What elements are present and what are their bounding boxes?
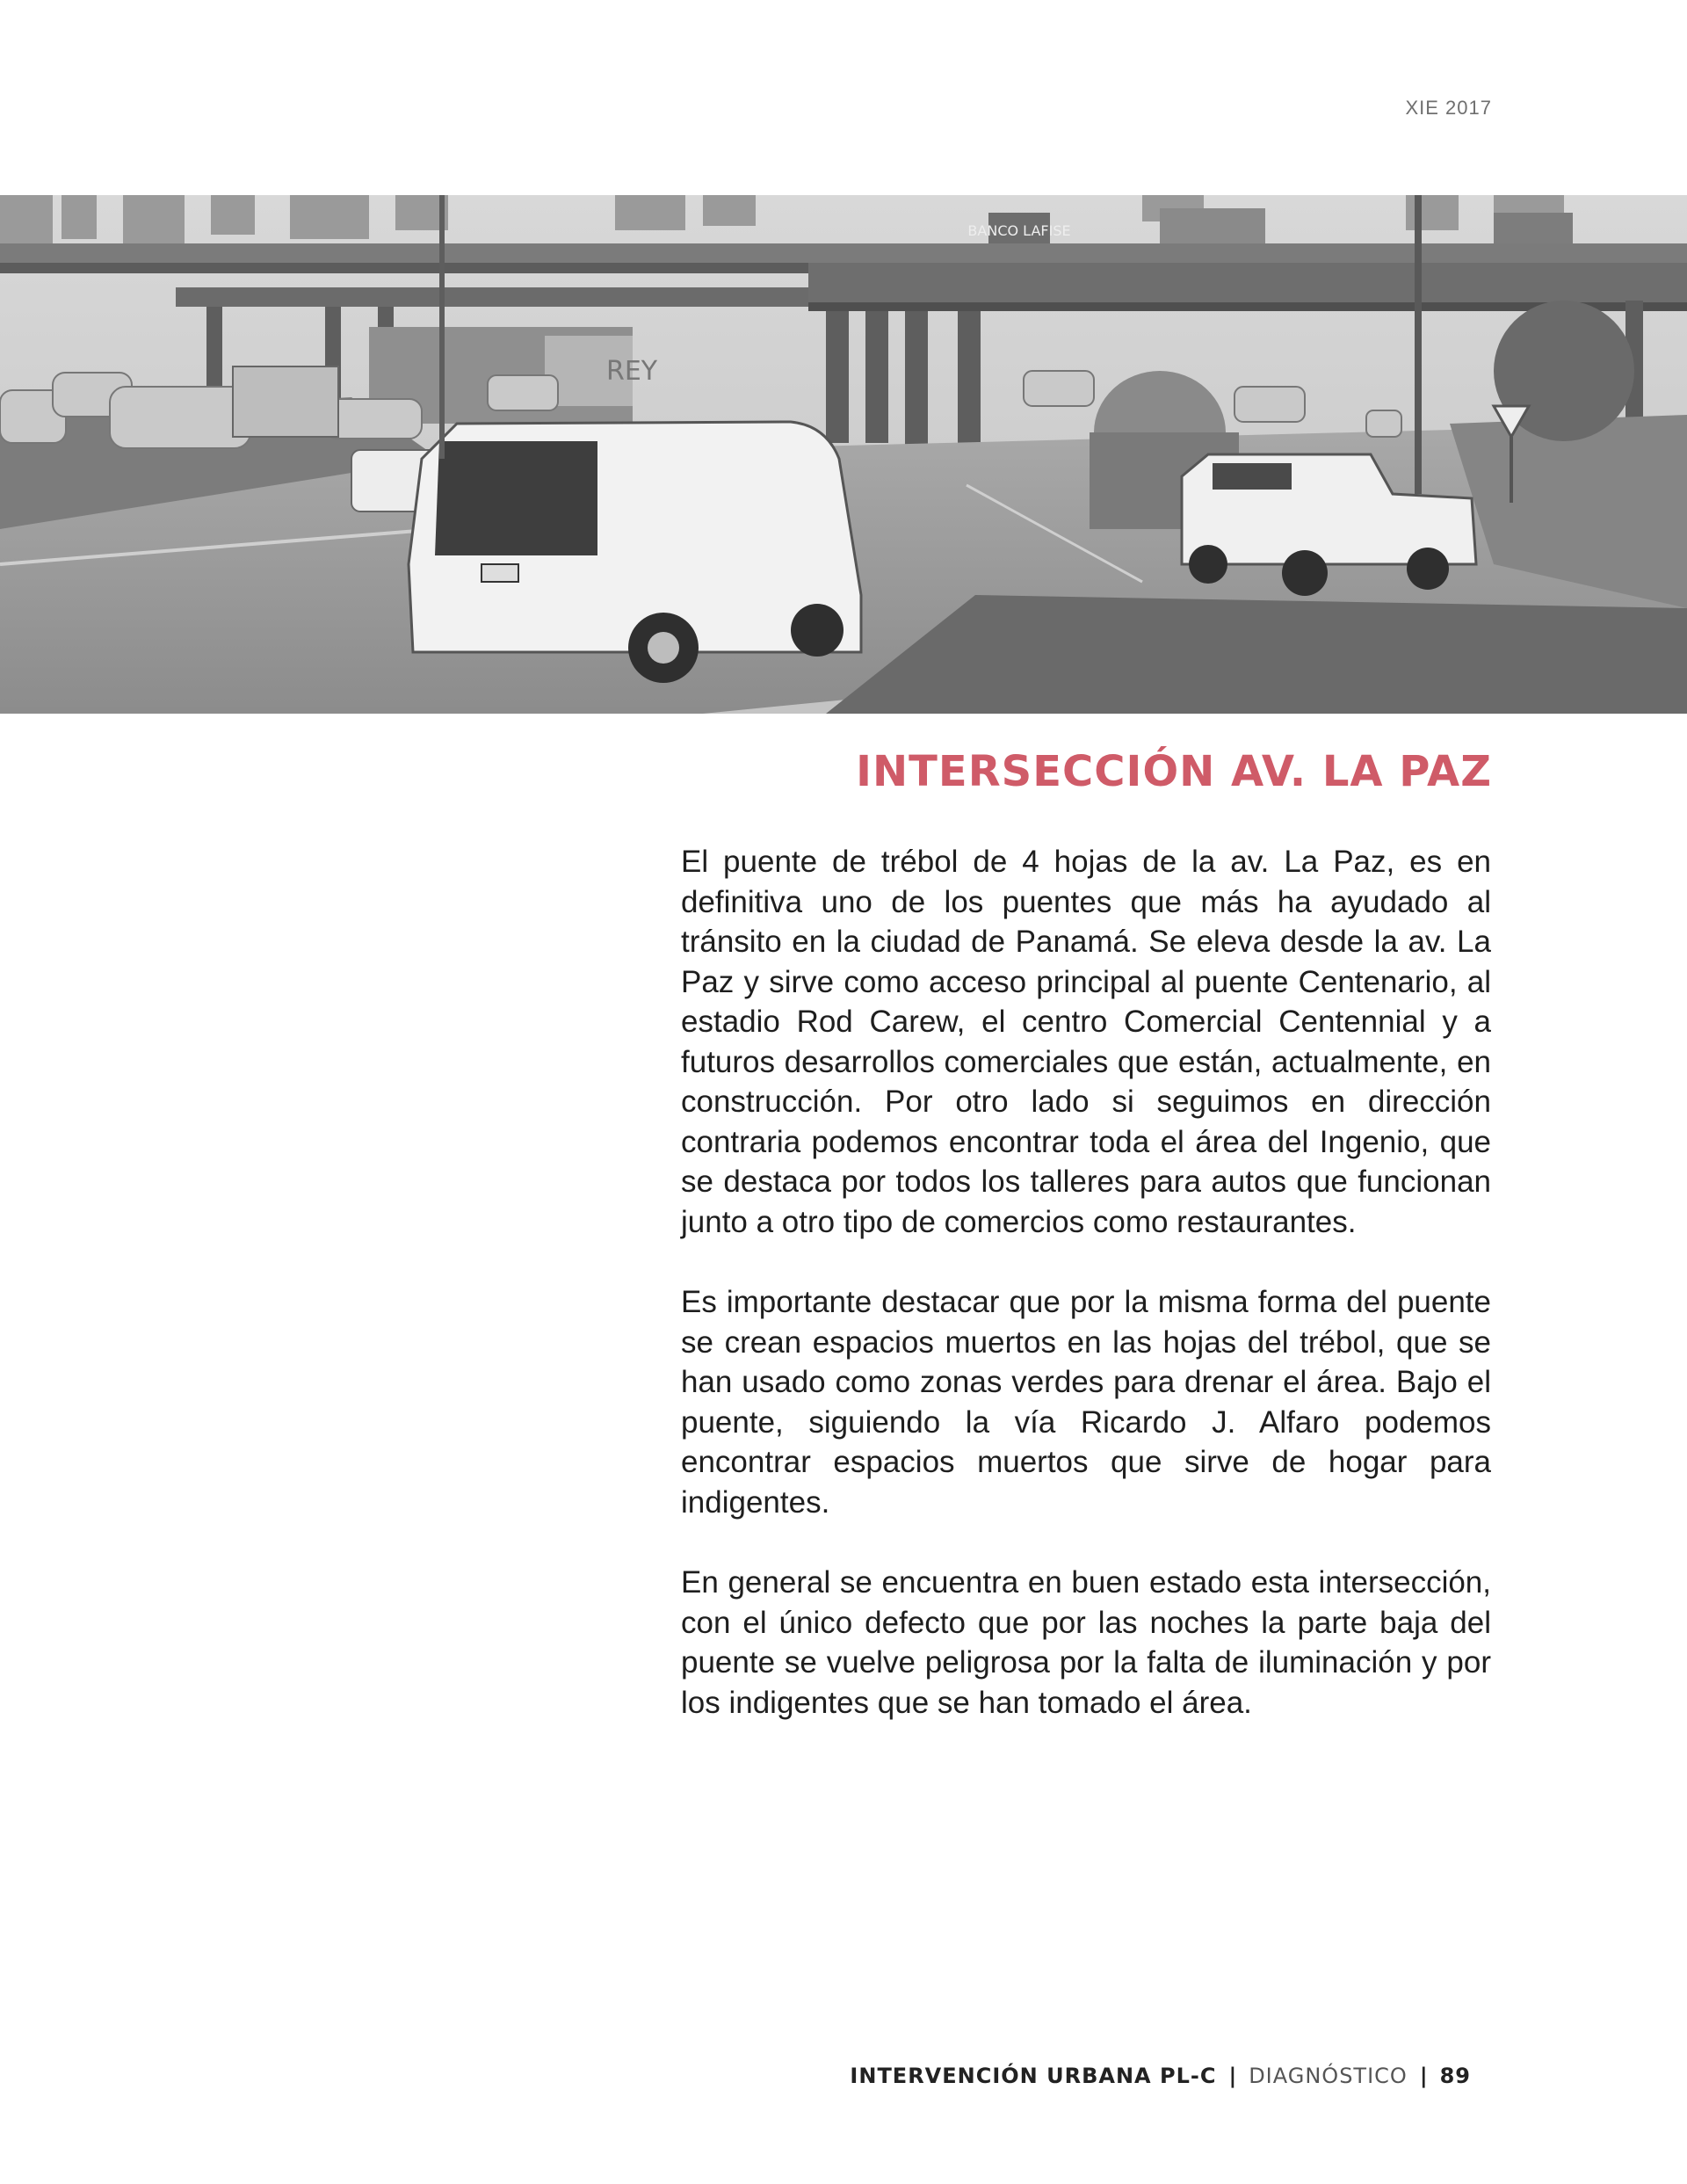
footer-publication: INTERVENCIÓN URBANA PL-C [850,2064,1217,2088]
paragraph-3: En general se encuentra en buen estado esta intersección, con el único defecto que por las noches la parte baja del puente se vuelve peligrosa por la falta de iluminación y por los indigentes que se han tomado el área. [681,1565,1491,1720]
publication-tag: XIE 2017 [1405,97,1492,119]
article-title: INTERSECCIÓN AV. LA PAZ [856,747,1492,796]
paragraph-2: Es importante destacar que por la misma forma del puente se crean espacios muertos en las hojas del trébol, que se han usado como zonas verdes para drenar el área. Bajo el puente, siguiendo la vía Ricardo J. Alfaro podemos encontrar espacios muertos que sirve de hogar para indigentes. [681,1285,1491,1520]
footer-section: DIAGNÓSTICO [1249,2064,1408,2088]
white-van [409,422,861,683]
intersection-photo [0,195,1687,714]
footer-separator-2: | [1419,2064,1428,2088]
sign-text-rey: REY [606,356,658,387]
article-body [681,842,1491,1763]
page-footer [850,2064,1471,2088]
footer-separator: | [1228,2064,1237,2088]
sign-text-lafise: BANCO LAFISE [967,222,1071,239]
paragraph-1: El puente de trébol de 4 hojas de la av. La Paz, es en definitiva uno de los puentes que más ha ayudado al tránsito en la ciudad de Panamá. Se eleva desde la av. La Paz y sirve como acceso principal al puente Centenario, al estadio Rod Carew, el centro Comercial Centennial y a futuros desarrollos comerciales que están, actualmente, en construcción. Por otro lado si seguimos en dirección contraria podemos encontrar toda el área del Ingenio, que se destaca por todos los talleres para autos que funcionan junto a otro tipo de comercios como restaurantes. [681,845,1491,1239]
page-number: 89 [1439,2064,1471,2088]
